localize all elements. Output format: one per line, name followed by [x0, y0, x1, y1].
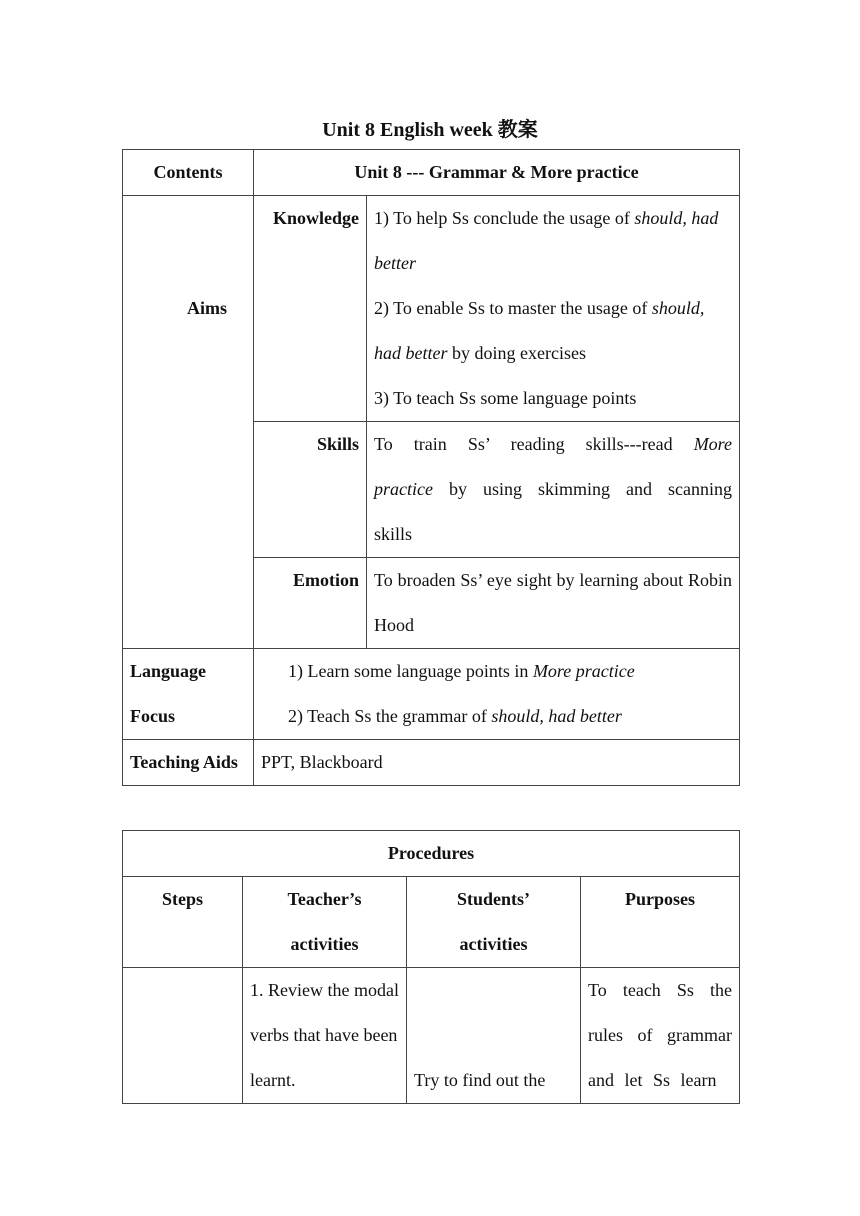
teaching-aids-value: PPT, Blackboard	[254, 740, 740, 786]
knowledge-label: Knowledge	[254, 196, 367, 422]
column-header-students-activities: Students’ activities	[407, 877, 581, 968]
language-focus-row	[123, 649, 740, 740]
skills-content: To train Ss’ reading skills---read More practice by using skimming and scanning skills	[367, 422, 740, 558]
language-focus-item-2: 2) Teach Ss the grammar of should, had better	[288, 706, 622, 726]
procedures-heading: Procedures	[123, 831, 740, 877]
contents-value: Unit 8 --- Grammar & More practice	[254, 150, 740, 196]
knowledge-content	[367, 196, 740, 422]
procedures-header-row	[123, 877, 740, 968]
aims-label	[123, 196, 254, 649]
teacher-activity-cell: 1. Review the modal verbs that have been learnt.	[243, 968, 407, 1104]
document-title: Unit 8 English week 教案	[322, 119, 538, 141]
knowledge-item-3: 3) To teach Ss some language points	[374, 388, 637, 408]
procedures-table	[122, 830, 740, 1104]
skills-label: Skills	[254, 422, 367, 558]
lesson-plan-table	[122, 149, 740, 786]
step-cell	[123, 968, 243, 1104]
aims-knowledge-row	[123, 196, 740, 422]
students-activity-cell	[407, 968, 581, 1104]
knowledge-item-1: 1) To help Ss conclude the usage of should, had better	[374, 208, 719, 273]
teaching-aids-label: Teaching Aids	[123, 740, 254, 786]
language-focus-content	[254, 649, 740, 740]
purposes-cell: To teach Ss the rules of grammar and let Ss learn	[581, 968, 740, 1104]
aims-label-text: Aims	[187, 298, 227, 318]
procedures-heading-row	[123, 831, 740, 877]
knowledge-item-2: 2) To enable Ss to master the usage of should, had better by doing exercises	[374, 298, 705, 363]
language-focus-item-1: 1) Learn some language points in More practice	[288, 661, 635, 681]
procedure-step-row	[123, 968, 740, 1104]
emotion-content: To broaden Ss’ eye sight by learning about Robin Hood	[367, 558, 740, 649]
students-activity-text: Try to find out the	[414, 1070, 546, 1090]
column-header-teacher-activities: Teacher’s activities	[243, 877, 407, 968]
contents-row	[123, 150, 740, 196]
contents-label: Contents	[123, 150, 254, 196]
column-header-steps: Steps	[123, 877, 243, 968]
column-header-purposes: Purposes	[581, 877, 740, 968]
teaching-aids-row	[123, 740, 740, 786]
language-focus-label: Language Focus	[123, 649, 254, 740]
emotion-label: Emotion	[254, 558, 367, 649]
